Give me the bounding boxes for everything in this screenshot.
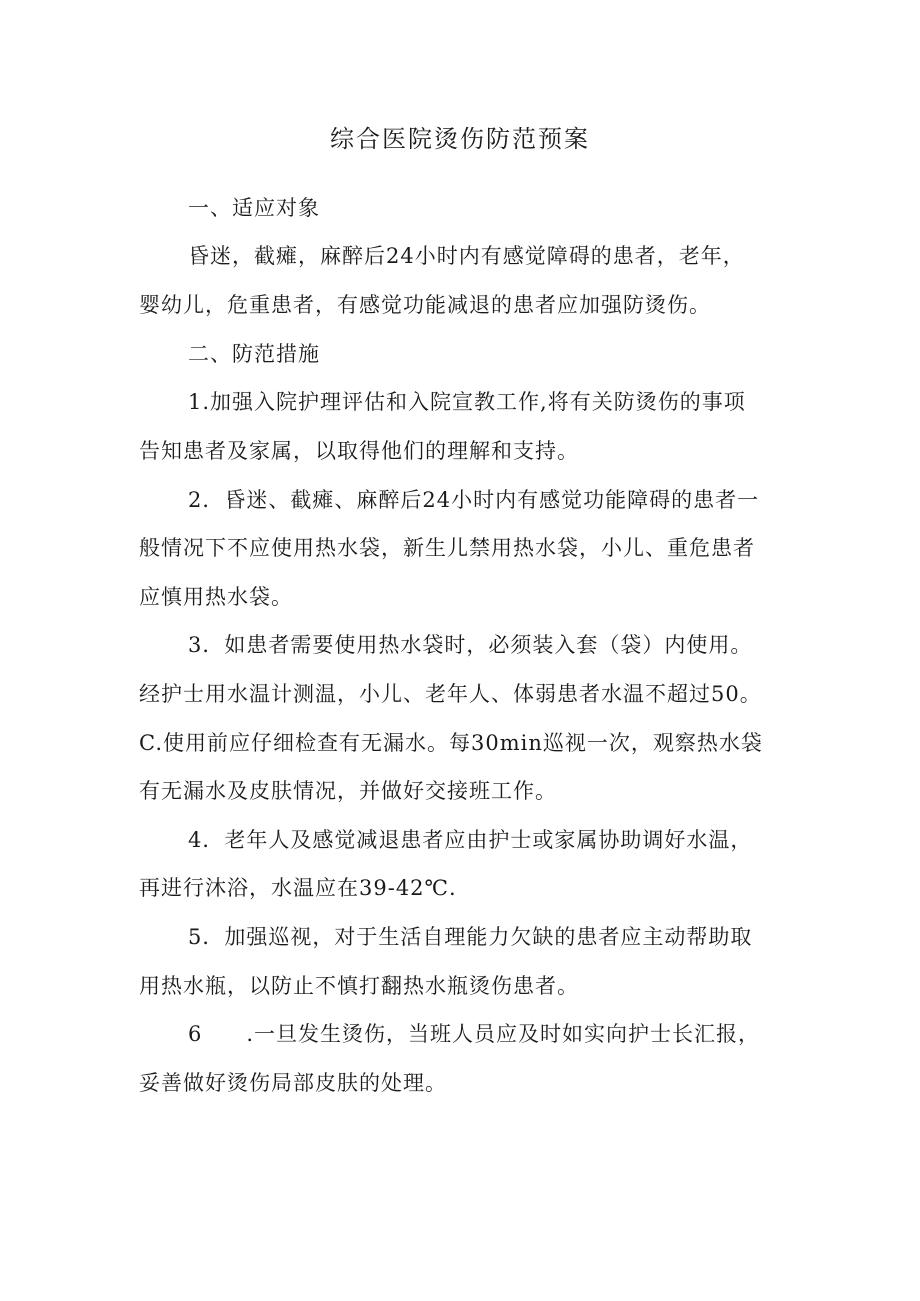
paragraph-line: 妥善做好烫伤局部皮肤的处理。	[139, 1071, 447, 1095]
paragraph-line: 昏迷，截瘫，麻醉后24小时内有感觉障碍的患者，老年，	[188, 244, 745, 268]
paragraph-line: 告知患者及家属，以取得他们的理解和支持。	[139, 439, 579, 463]
paragraph-line: 3．如患者需要使用热水袋时，必须装入套（袋）内使用。	[188, 633, 753, 657]
item-number: 6	[188, 1022, 203, 1046]
section-heading-prevention-measures: 二、防范措施	[188, 342, 320, 366]
section-heading-applicable-subjects: 一、适应对象	[188, 196, 320, 220]
paragraph-line: 用热水瓶，以防止不慎打翻热水瓶烫伤患者。	[139, 974, 579, 998]
paragraph-line: 应慎用热水袋。	[139, 585, 293, 609]
paragraph-line: 5．加强巡视，对于生活自理能力欠缺的患者应主动帮助取	[188, 925, 753, 949]
paragraph-line: 经护士用水温计测温，小儿、老年人、体弱患者水温不超过50。	[139, 682, 762, 706]
paragraph-line: 1.加强入院护理评估和入院宣教工作,将有关防烫伤的事项	[188, 390, 746, 414]
item-text: .一旦发生烫伤，当班人员应及时如实向护士长汇报，	[246, 1022, 761, 1046]
paragraph-line: 般情况下不应使用热水袋，新生儿禁用热水袋，小儿、重危患者	[139, 536, 755, 560]
paragraph-line: 婴幼儿，危重患者，有感觉功能减退的患者应加强防烫伤。	[139, 293, 711, 317]
paragraph-line: C.使用前应仔细检查有无漏水。每30min巡视一次，观察热水袋	[139, 731, 763, 755]
paragraph-line: 再进行沐浴，水温应在39-42℃.	[139, 876, 457, 900]
paragraph-line	[188, 1019, 760, 1049]
paragraph-line: 有无漏水及皮肤情况，并做好交接班工作。	[139, 779, 557, 803]
document-title: 综合医院烫伤防范预案	[330, 125, 590, 153]
paragraph-line: 2．昏迷、截瘫、麻醉后24小时内有感觉功能障碍的患者一	[188, 488, 760, 512]
paragraph-line: 4．老年人及感觉减退患者应由护士或家属协助调好水温，	[188, 828, 753, 852]
